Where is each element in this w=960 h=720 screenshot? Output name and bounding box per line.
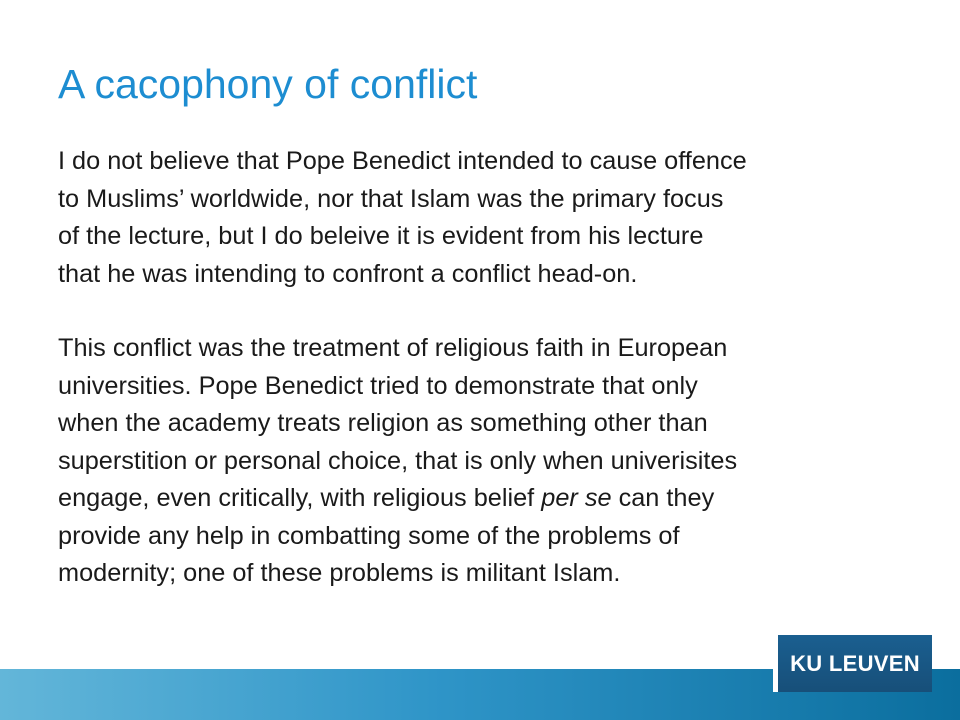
slide-title: A cacophony of conflict — [58, 61, 478, 107]
slide-body — [58, 143, 938, 593]
paragraph-1-line: of the lecture, but I do beleive it is evident from his lecture — [58, 222, 704, 250]
paragraph-2-line: universities. Pope Benedict tried to demonstrate that only — [58, 371, 698, 400]
logo-text: KU LEUVEN — [790, 650, 920, 676]
paragraph-1-line: I do not believe that Pope Benedict intended to cause offence — [58, 147, 747, 175]
paragraph-1-line: that he was intending to confront a conflict head-on. — [58, 259, 638, 288]
ku-leuven-logo — [773, 635, 932, 692]
paragraph-2-line: This conflict was the treatment of religious faith in European — [58, 334, 728, 362]
paragraph-2-line: modernity; one of these problems is militant Islam. — [58, 559, 621, 587]
paragraph-2-line: provide any help in combatting some of the problems of — [58, 521, 680, 550]
paragraph-1-line: to Muslims’ worldwide, nor that Islam was the primary focus — [58, 184, 724, 213]
paragraph-1 — [58, 143, 938, 293]
italic-per-se: per se — [541, 484, 612, 512]
italic-line-prefix: engage, even critically, with religious belief — [58, 484, 542, 512]
paragraph-2-line-with-italic — [58, 480, 938, 518]
logo-background — [778, 635, 932, 692]
paragraph-2-line: when the academy treats religion as something other than — [58, 409, 708, 437]
paragraph-2-line: superstition or personal choice, that is only when univerisites — [58, 446, 738, 475]
italic-line-suffix: can they — [611, 484, 715, 512]
paragraph-2 — [58, 330, 938, 593]
